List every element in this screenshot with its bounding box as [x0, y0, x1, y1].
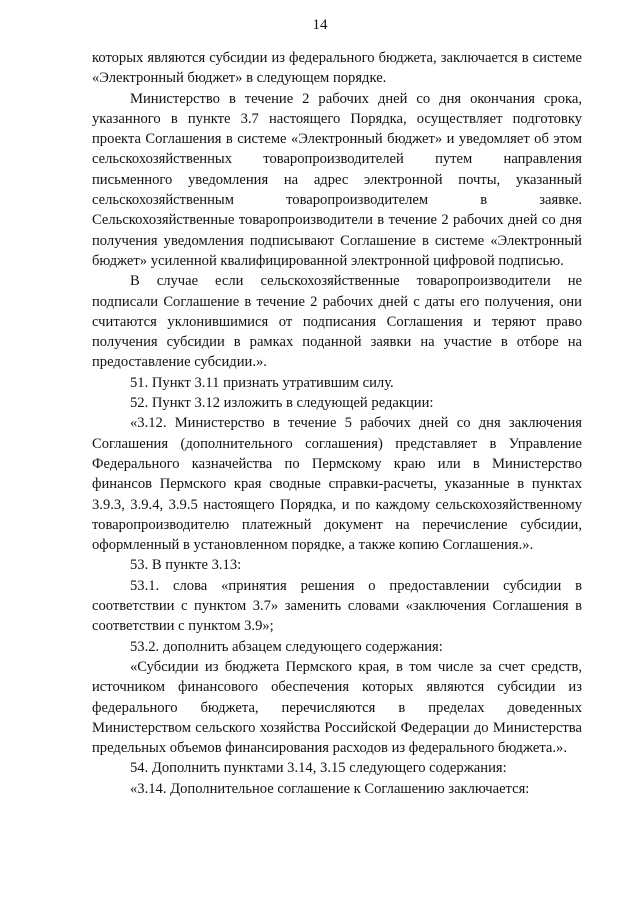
paragraph-item-51: 51. Пункт 3.11 признать утратившим силу. [130, 374, 394, 391]
document-body [92, 48, 582, 799]
paragraph-evasion: В случае если сельскохозяйственные товаропроизводители не подписали Соглашение в течение 2 рабочих дней с даты его получения, они считаются уклонившимися от подписания Соглашения и теряют право получения субсидии в рамках поданной заявки на участие в отборе на предоставление субсидии.». [92, 273, 582, 371]
paragraph-clause-3-14: «3.14. Дополнительное соглашение к Соглашению заключается: [130, 780, 530, 797]
paragraph-continuation: которых являются субсидии из федерального бюджета, заключается в системе «Электронный бюджет» в следующем порядке. [92, 50, 582, 87]
paragraph-item-52: 52. Пункт 3.12 изложить в следующей редакции: [130, 395, 434, 412]
paragraph-item-53: 53. В пункте 3.13: [130, 557, 242, 574]
paragraph-subsidies-quote: «Субсидии из бюджета Пермского края, в том числе за счет средств, источником финансового обеспечения которых являются субсидии из федерального бюджета, перечисляются в пределах доведенных Министерством сельского хозяйства Российской Федерации до Министерства предельных объемов финансирования расходов из федерального бюджета.». [92, 658, 582, 757]
paragraph-item-53-2: 53.2. дополнить абзацем следующего содержания: [130, 638, 443, 655]
paragraph-ministry-procedure: Министерство в течение 2 рабочих дней со дня окончания срока, указанного в пункте 3.7 настоящего Порядка, осуществляет подготовку проекта Соглашения в системе «Электронный бюджет» и уведомляет об этом сельскохозяйственных товаропроизводителей путем направления письменного уведомления на адрес электронной почты, указанный сельскохозяйственным товаропроизводителем в заявке. Сельскохозяйственные товаропроизводители в течение 2 рабочих дней со дня получения уведомления подписывают Соглашение в системе «Электронный бюджет» усиленной квалифицированной электронной цифровой подписью. [92, 90, 582, 269]
page-number: 14 [312, 17, 328, 33]
paragraph-clause-3-12: «3.12. Министерство в течение 5 рабочих дней со дня заключения Соглашения (дополнительного соглашения) представляет в Управление Федерального казначейства по Пермскому краю или в Министерство финансов Пермского края сводные справки-расчеты, указанные в пунктах 3.9.3, 3.9.4, 3.9.5 настоящего Порядка, и по каждому сельскохозяйственному товаропроизводителю платежный документ на перечисление субсидии, оформленный в установленном порядке, а также копию Соглашения.». [92, 415, 582, 554]
paragraph-item-54: 54. Дополнить пунктами 3.14, 3.15 следующего содержания: [130, 760, 507, 777]
paragraph-item-53-1: 53.1. слова «принятия решения о предоставлении субсидии в соответствии с пунктом 3.7» заменить словами «заключения Соглашения в соответствии с пунктом 3.9»; [92, 577, 582, 635]
